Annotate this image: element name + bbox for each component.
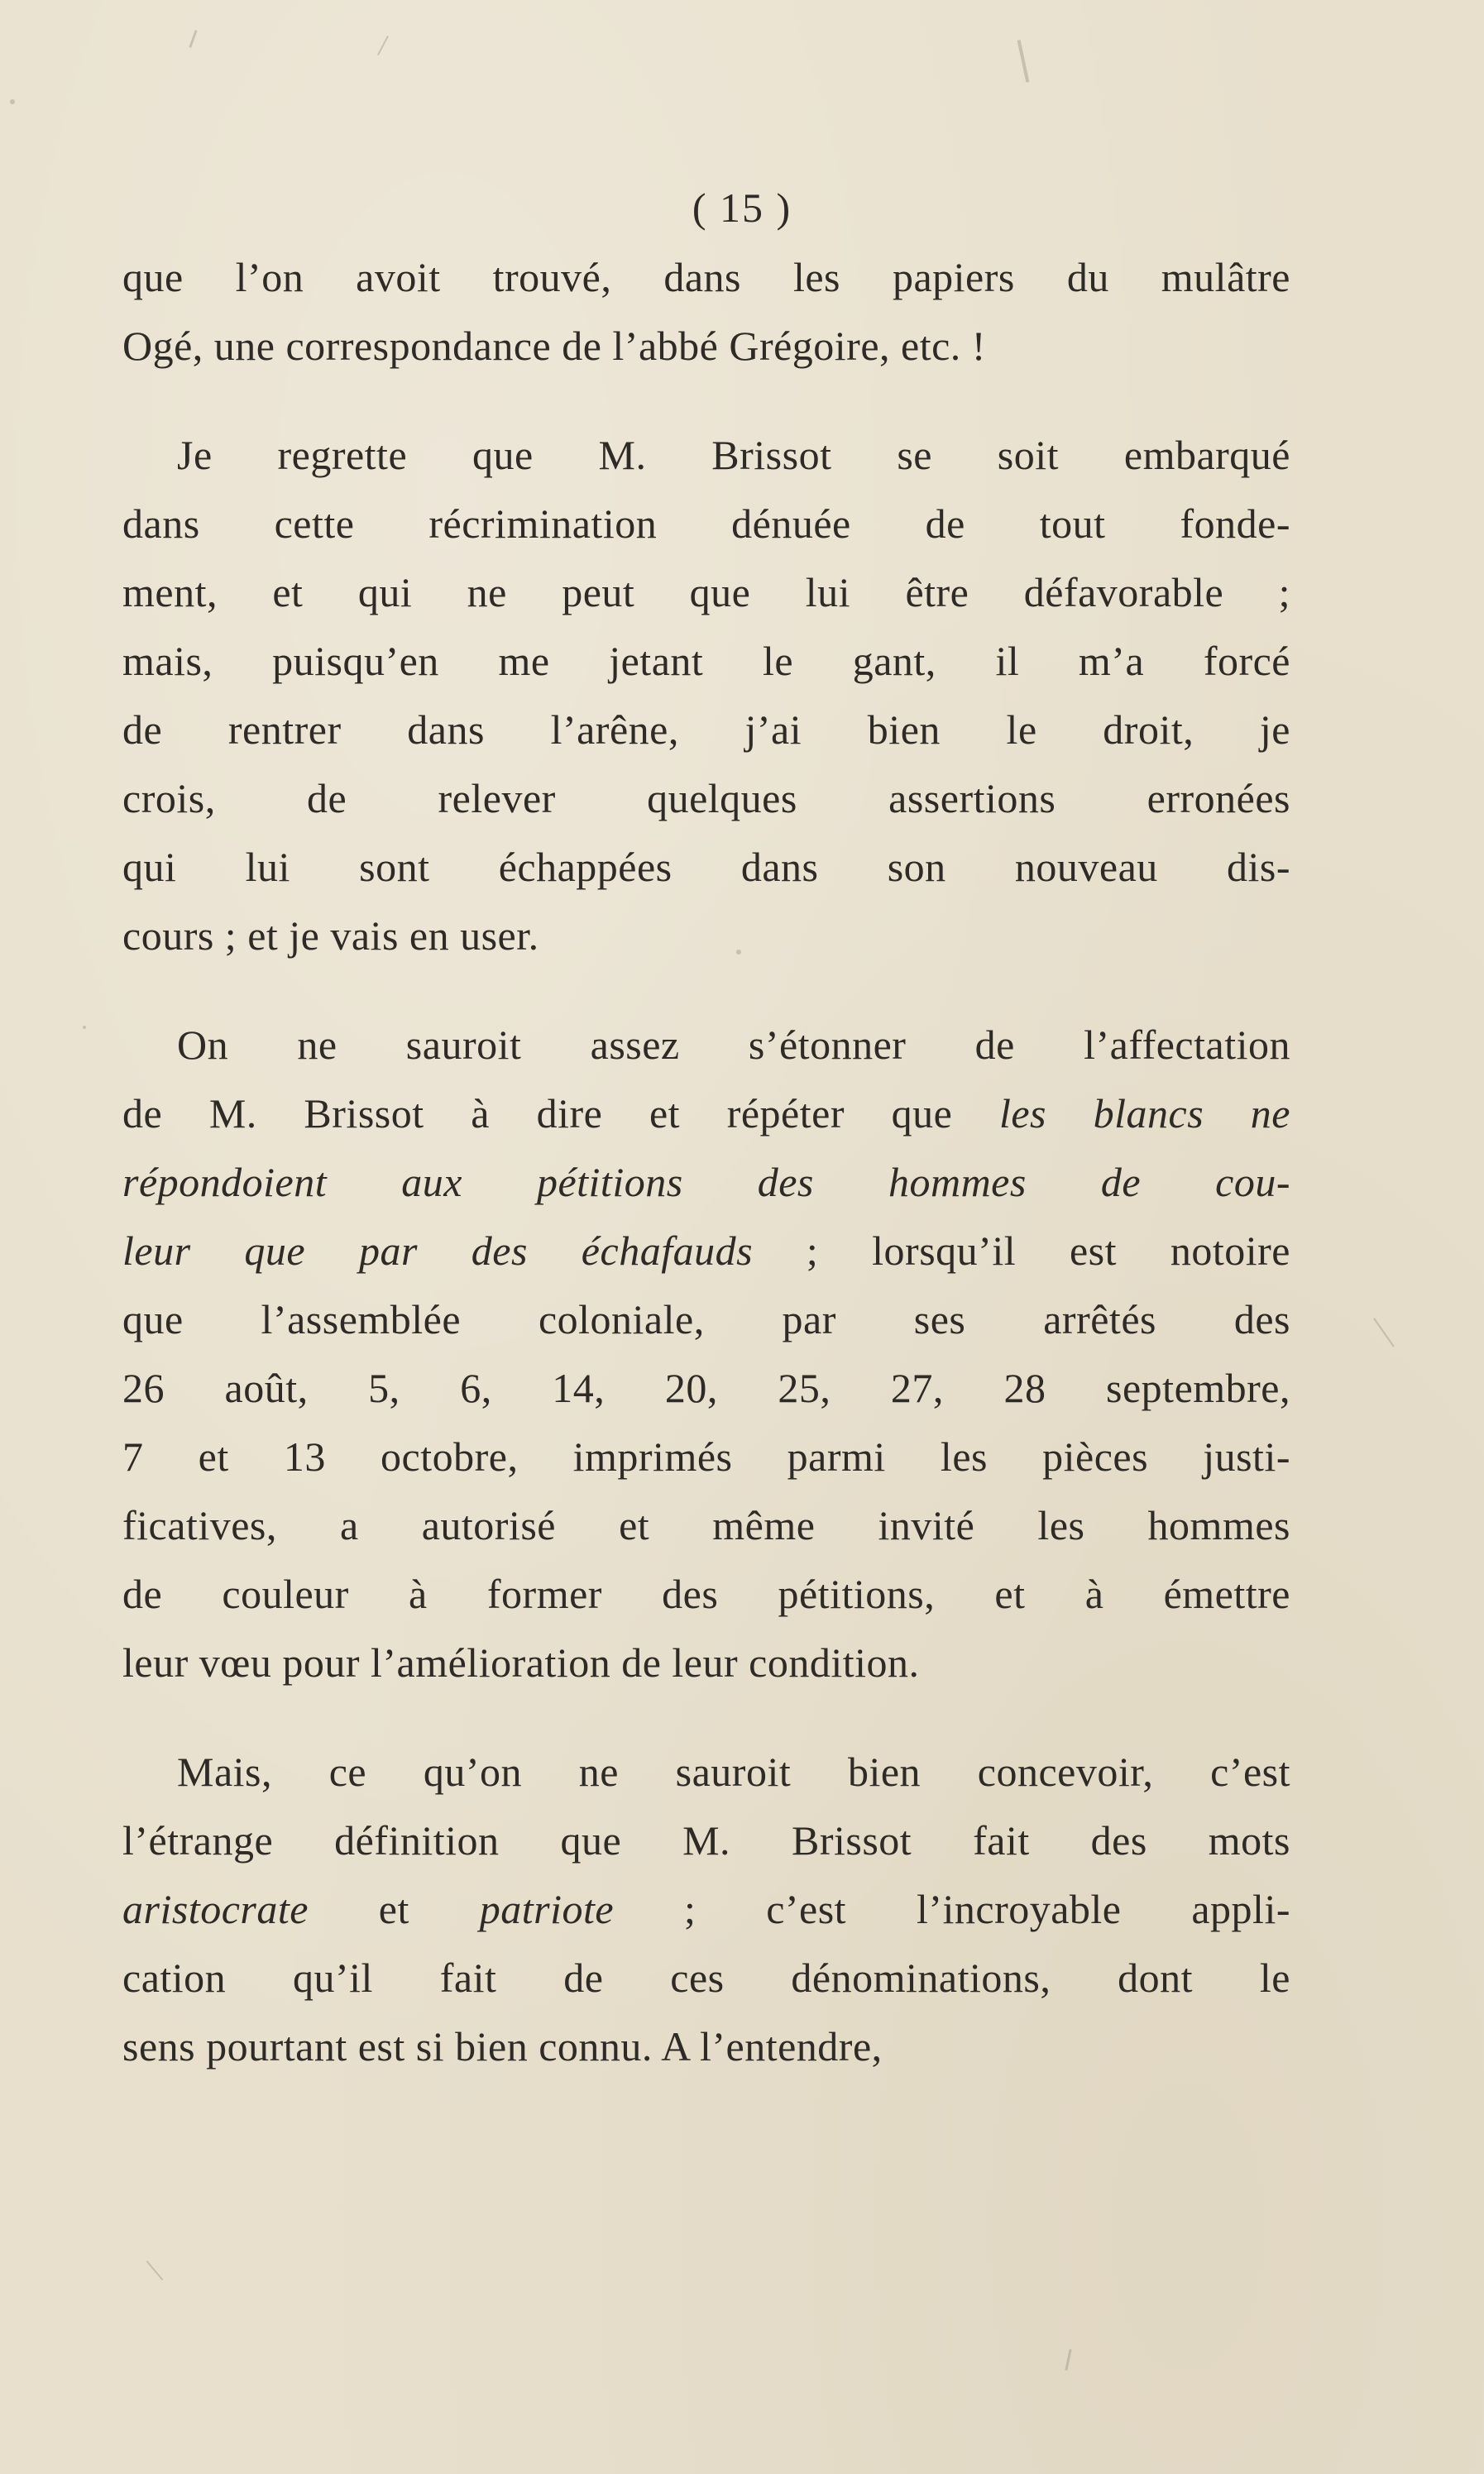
italic-text: patriote	[479, 1886, 615, 1932]
text-line: aristocrate et patriote ; c’est l’incroyable appli-	[122, 1886, 1290, 1932]
italic-text: aristocrate	[122, 1886, 309, 1932]
paragraph-1	[122, 243, 1290, 380]
text-line: ficatives, a autorisé et même invité les hommes	[122, 1502, 1290, 1548]
text-line: leur vœu pour l’amélioration de leur condition.	[122, 1639, 920, 1686]
page-number: ( 15 )	[692, 184, 792, 231]
text-line: Je regrette que M. Brissot se soit embarqué	[177, 432, 1290, 478]
text-line: mais, puisqu’en me jetant le gant, il m’a forcé	[122, 638, 1290, 684]
text-line: 7 et 13 octobre, imprimés parmi les pièces justi-	[122, 1433, 1290, 1480]
text-line: l’étrange définition que M. Brissot fait des mots	[122, 1817, 1290, 1864]
italic-text: leur que par des échafauds	[122, 1227, 754, 1274]
text-line: que l’on avoit trouvé, dans les papiers du mulâtre	[122, 254, 1290, 300]
text-line: Ogé, une correspondance de l’abbé Grégoire, etc. !	[122, 323, 986, 369]
text-line: crois, de relever quelques assertions erronées	[122, 775, 1290, 821]
text-line: que l’assemblée coloniale, par ses arrêtés des	[122, 1296, 1290, 1342]
text-line: sens pourtant est si bien connu. A l’entendre,	[122, 2023, 883, 2070]
italic-text: répondoient aux pétitions des hommes de cou-	[122, 1159, 1290, 1205]
text-line: Mais, ce qu’on ne sauroit bien concevoir, c’est	[177, 1749, 1290, 1795]
paragraph-2	[122, 421, 1290, 970]
text-line: de couleur à former des pétitions, et à émettre	[122, 1571, 1290, 1617]
body-text	[122, 174, 1290, 2081]
text-line: de M. Brissot à dire et répéter que les blancs ne	[122, 1090, 1290, 1137]
text-line: cours ; et je vais en user.	[122, 912, 539, 959]
paragraph-3	[122, 1011, 1290, 1697]
text-line: dans cette récrimination dénuée de tout fonde-	[122, 500, 1290, 547]
text-line: cation qu’il fait de ces dénominations, dont le	[122, 1955, 1290, 2001]
text-line: de rentrer dans l’arêne, j’ai bien le droit, je	[122, 706, 1290, 753]
italic-text: les blancs ne	[998, 1090, 1290, 1137]
text-line: qui lui sont échappées dans son nouveau dis-	[122, 844, 1290, 890]
text-line: 26 août, 5, 6, 14, 20, 25, 27, 28 septembre,	[122, 1365, 1290, 1411]
text-line	[122, 1148, 1290, 1217]
text-line: leur que par des échafauds ; lorsqu’il est notoire	[122, 1227, 1291, 1274]
text-line: ment, et qui ne peut que lui être défavorable ;	[122, 569, 1290, 615]
paragraph-4	[122, 1738, 1290, 2081]
text-line: On ne sauroit assez s’étonner de l’affectation	[177, 1022, 1290, 1068]
